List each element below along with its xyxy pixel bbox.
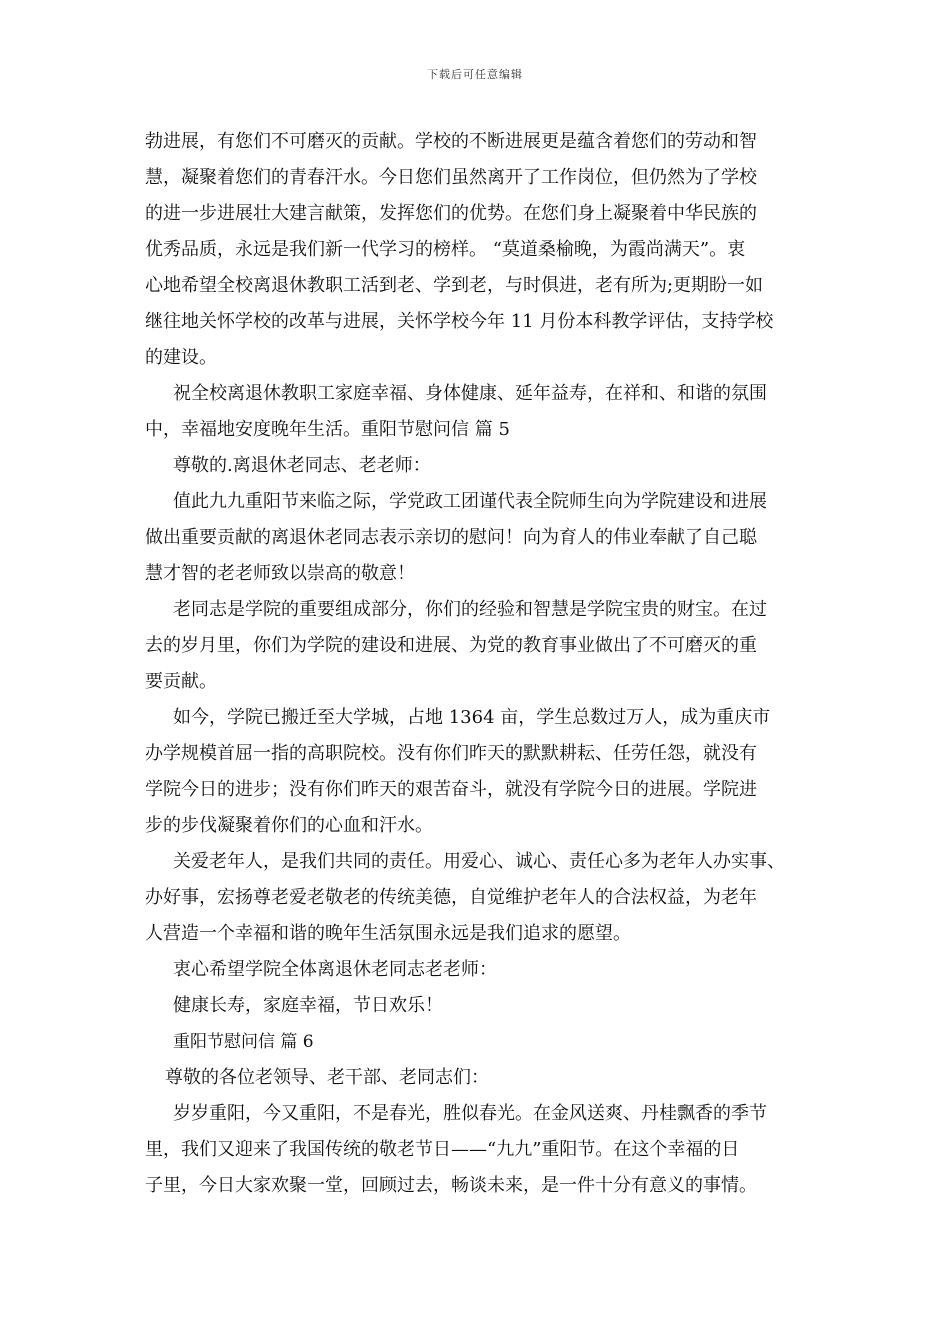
paragraph-start-line: 衷心希望学院全体离退休老同志老老师： [173,959,497,980]
text-line: 子里，今日大家欢聚一堂，回顾过去，畅谈未来，是一件十分有意义的事情。 [145,1175,757,1196]
text-line: 办好事，宏扬尊老爱老敬老的传统美德，自觉维护老年人的合法权益，为老年 [145,887,757,908]
paragraph-start-line: 祝全校离退休教职工家庭幸福、身体健康、延年益寿，在祥和、和谐的氛围 [173,383,767,404]
text-line: 里，我们又迎来了我国传统的敬老节日——“九九”重阳节。在这个幸福的日 [145,1139,740,1160]
text-line: 步的步伐凝聚着你们的心血和汗水。 [145,815,433,836]
text-line: 的进一步进展壮大建言献策，发挥您们的优势。在您们身上凝聚着中华民族的 [145,203,757,224]
salutation-line: 尊敬的.离退休老同志、老老师： [173,455,431,476]
salutation-line: 尊敬的各位老领导、老干部、老同志们： [165,1067,489,1088]
text-line: 中，幸福地安度晚年生活。重阳节慰问信 篇 5 [145,419,510,440]
section-heading: 重阳节慰问信 篇 6 [173,1032,314,1052]
text-line: 办学规模首屈一指的高职院校。没有你们昨天的默默耕耘、任劳任怨，就没有 [145,743,757,764]
document-body [145,124,813,1204]
text-line: 学院今日的进步；没有你们昨天的艰苦奋斗，就没有学院今日的进展。学院进 [145,779,757,800]
text-line: 慧，凝聚着您们的青春汗水。今日您们虽然离开了工作岗位，但仍然为了学校 [145,167,757,188]
text-line: 勃进展，有您们不可磨灭的贡献。学校的不断进展更是蕴含着您们的劳动和智 [145,131,757,152]
text-line: 心地希望全校离退休教职工活到老、学到老，与时俱进，老有所为;更期盼一如 [145,275,764,296]
text-line: 优秀品质，永远是我们新一代学习的榜样。 “莫道桑榆晚，为霞尚满天”。衷 [145,239,746,260]
text-line: 要贡献。 [145,671,217,692]
text-line: 做出重要贡献的离退休老同志表示亲切的慰问！向为育人的伟业奉献了自己聪 [145,527,757,548]
paragraph-start-line: 关爱老年人，是我们共同的责任。用爱心、诚心、责任心多为老年人办实事、 [173,851,785,872]
paragraph-start-line: 岁岁重阳，今又重阳，不是春光，胜似春光。在金风送爽、丹桂飘香的季节 [173,1103,767,1124]
page-header-note: 下载后可任意编辑 [427,68,523,81]
paragraph-start-line: 健康长寿，家庭幸福，节日欢乐！ [173,995,443,1016]
text-line: 人营造一个幸福和谐的晚年生活氛围永远是我们追求的愿望。 [145,923,631,944]
text-line: 慧才智的老老师致以崇高的敬意！ [145,563,415,584]
paragraph-start-line: 老同志是学院的重要组成部分，你们的经验和智慧是学院宝贵的财宝。在过 [173,599,767,620]
text-line: 去的岁月里，你们为学院的建设和进展、为党的教育事业做出了不可磨灭的重 [145,635,757,656]
text-line: 的建设。 [145,347,217,368]
paragraph-start-line: 值此九九重阳节来临之际，学党政工团谨代表全院师生向为学院建设和进展 [173,491,767,512]
paragraph-start-line: 如今，学院已搬迁至大学城，占地 1364 亩，学生总数过万人，成为重庆市 [173,707,771,728]
text-line: 继往地关怀学校的改革与进展，关怀学校今年 11 月份本科教学评估，支持学校 [145,311,774,332]
